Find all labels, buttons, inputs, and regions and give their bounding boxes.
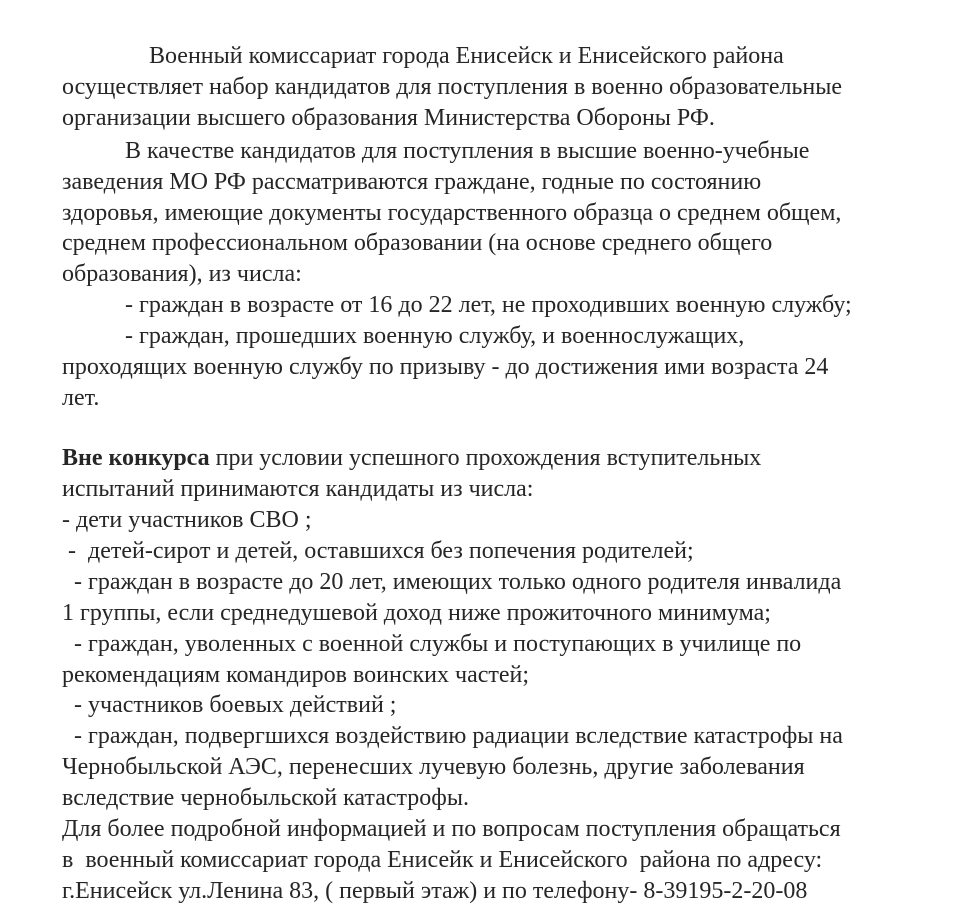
candidates-line: среднем профессиональном образовании (на основе среднего общего bbox=[62, 230, 773, 257]
out-of-competition-line: испытаний принимаются кандидаты из числа: bbox=[62, 475, 534, 502]
candidates-line: лет. bbox=[62, 385, 100, 412]
contact-line: г.Енисейск ул.Ленина 83, ( первый этаж) и по телефону- 8-39195-2-20-08 bbox=[62, 878, 808, 904]
intro-line: организации высшего образования Министерства Обороны РФ. bbox=[62, 104, 715, 131]
candidates-line: - граждан в возрасте от 16 до 22 лет, не проходивших военную службу; bbox=[125, 292, 852, 319]
out-of-competition-lead bbox=[62, 446, 761, 470]
candidates-line: образования), из числа: bbox=[62, 261, 302, 288]
intro-line: Военный комиссариат города Енисейск и Енисейского района bbox=[149, 43, 784, 69]
out-of-competition-line: вследствие чернобыльской катастрофы. bbox=[62, 785, 469, 812]
candidates-line: В качестве кандидатов для поступления в высшие военно-учебные bbox=[125, 137, 810, 164]
candidates-line: здоровья, имеющие документы государственного образца о среднем общем, bbox=[62, 199, 842, 226]
contact-line: в военный комиссариат города Енисейк и Енисейского района по адресу: bbox=[62, 847, 823, 874]
out-of-competition-line: - граждан, подвергшихся воздействию радиации вследствие катастрофы на bbox=[62, 723, 843, 750]
out-of-competition-line: 1 группы, если среднедушевой доход ниже прожиточного минимума; bbox=[62, 599, 771, 626]
out-of-competition-line: - дети участников СВО ; bbox=[62, 506, 312, 533]
out-of-competition-line: - детей-сирот и детей, оставшихся без попечения родителей; bbox=[62, 537, 694, 564]
out-of-competition-line: Чернобыльской АЭС, перенесших лучевую болезнь, другие заболевания bbox=[62, 754, 805, 781]
out-of-competition-line: рекомендациям командиров воинских частей; bbox=[62, 661, 530, 688]
candidates-line: заведения МО РФ рассматриваются граждане, годные по состоянию bbox=[62, 168, 762, 195]
out-of-competition-line: - граждан, уволенных с военной службы и поступающих в училище по bbox=[62, 630, 802, 657]
out-of-competition-lead-text: при условии успешного прохождения вступительных bbox=[209, 445, 762, 472]
out-of-competition-line: - граждан в возрасте до 20 лет, имеющих только одного родителя инвалида bbox=[62, 568, 842, 595]
out-of-competition-line: - участников боевых действий ; bbox=[62, 692, 397, 719]
out-of-competition-heading: Вне конкурса bbox=[62, 445, 210, 472]
intro-line: осуществляет набор кандидатов для поступления в военно образовательные bbox=[62, 73, 843, 100]
candidates-line: - граждан, прошедших военную службу, и военнослужащих, bbox=[125, 323, 745, 350]
contact-line: Для более подробной информацией и по вопросам поступления обращаться bbox=[62, 816, 841, 843]
candidates-line: проходящих военную службу по призыву - до достижения ими возраста 24 bbox=[62, 354, 829, 381]
